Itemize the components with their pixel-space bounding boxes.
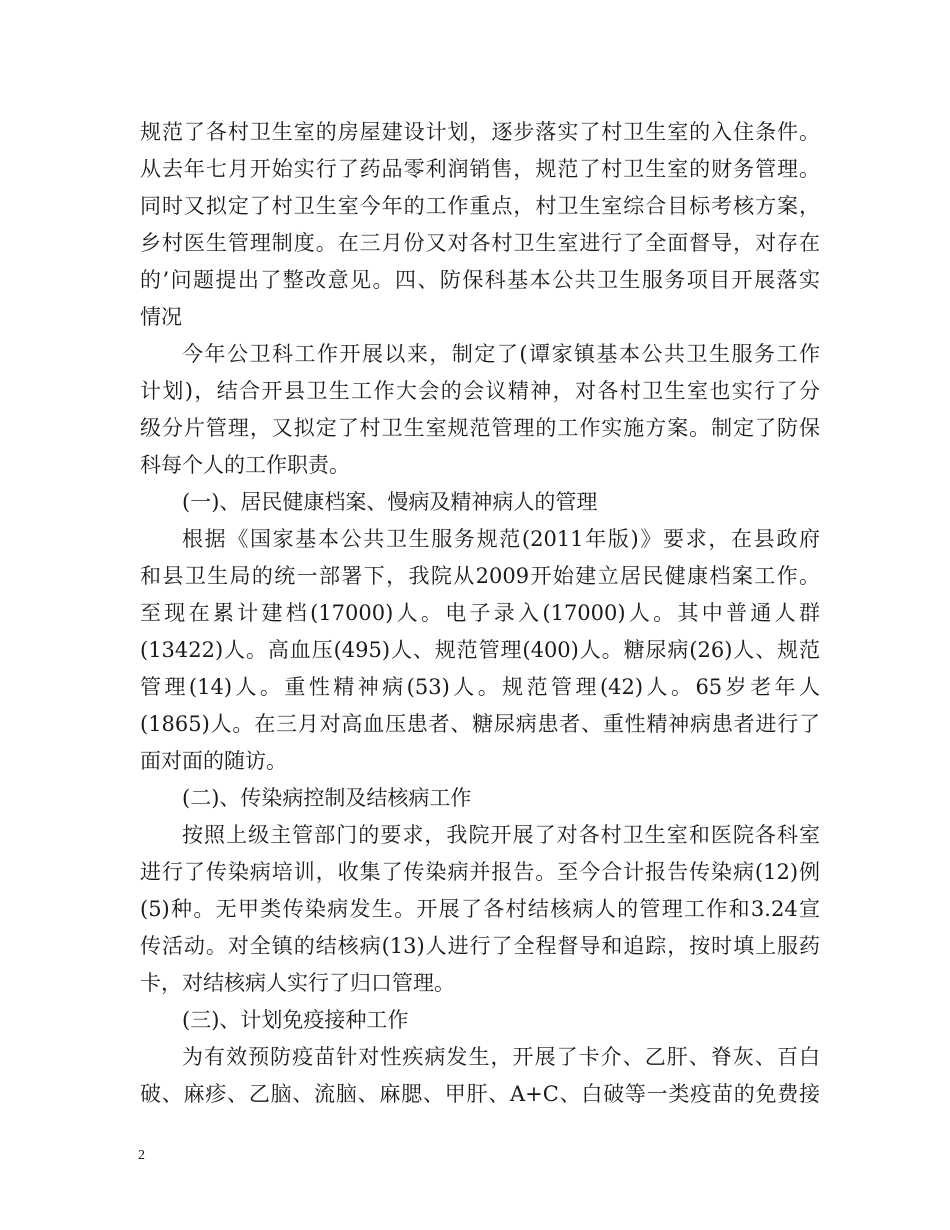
text-line: 面对面的随访。 (140, 749, 287, 773)
text-line: 级分片管理，又拟定了村卫生室规范管理的工作实施方案。制定了防保 (140, 416, 820, 440)
text-line: 为有效预防疫苗针对性疾病发生，开展了卡介、乙肝、脊灰、百白 (182, 1045, 820, 1069)
text-line: 卡，对结核病人实行了归口管理。 (140, 971, 455, 995)
text-line: 至现在累计建档(17000)人。电子录入(17000)人。其中普通人群 (140, 601, 820, 625)
text-line: 同时又拟定了村卫生室今年的工作重点，村卫生室综合目标考核方案， (140, 194, 820, 218)
text-line: 的’问题提出了整改意见。四、防保科基本公共卫生服务项目开展落实 (140, 268, 820, 292)
text-line: 进行了传染病培训，收集了传染病并报告。至今合计报告传染病(12)例 (140, 860, 820, 884)
text-line: 计划)，结合开县卫生工作大会的会议精神，对各村卫生室也实行了分 (140, 379, 820, 403)
text-line: 科每个人的工作职责。 (140, 453, 350, 477)
text-line: (一)、居民健康档案、慢病及精神病人的管理 (182, 490, 598, 514)
text-line: 从去年七月开始实行了药品零利润销售，规范了村卫生室的财务管理。 (140, 157, 820, 181)
text-line: (1865)人。在三月对高血压患者、糖尿病患者、重性精神病患者进行了 (140, 712, 820, 736)
text-line: (13422)人。高血压(495)人、规范管理(400)人。糖尿病(26)人、规范 (140, 638, 820, 662)
text-line: 和县卫生局的统一部署下，我院从2009开始建立居民健康档案工作。 (140, 564, 820, 588)
text-line: 管理(14)人。重性精神病(53)人。规范管理(42)人。65岁老年人 (140, 675, 820, 699)
document-body (140, 114, 820, 1113)
text-line: 情况 (140, 305, 182, 329)
page-number: 2 (138, 1148, 145, 1163)
text-line: (二)、传染病控制及结核病工作 (182, 786, 472, 810)
text-line: 传活动。对全镇的结核病(13)人进行了全程督导和追踪，按时填上服药 (140, 934, 820, 958)
text-line: 规范了各村卫生室的房屋建设计划，逐步落实了村卫生室的入住条件。 (140, 120, 820, 144)
text-line: 按照上级主管部门的要求，我院开展了对各村卫生室和医院各科室 (182, 823, 820, 847)
text-line: 乡村医生管理制度。在三月份又对各村卫生室进行了全面督导，对存在 (140, 231, 820, 255)
text-line: (5)种。无甲类传染病发生。开展了各村结核病人的管理工作和3.24宣 (140, 897, 820, 921)
text-line: 今年公卫科工作开展以来，制定了(谭家镇基本公共卫生服务工作 (182, 342, 820, 366)
text-line: (三)、计划免疫接种工作 (182, 1008, 409, 1032)
text-line: 破、麻疹、乙脑、流脑、麻腮、甲肝、A+C、白破等一类疫苗的免费接 (140, 1082, 820, 1106)
text-line: 根据《国家基本公共卫生服务规范(2011年版)》要求，在县政府 (182, 527, 820, 551)
